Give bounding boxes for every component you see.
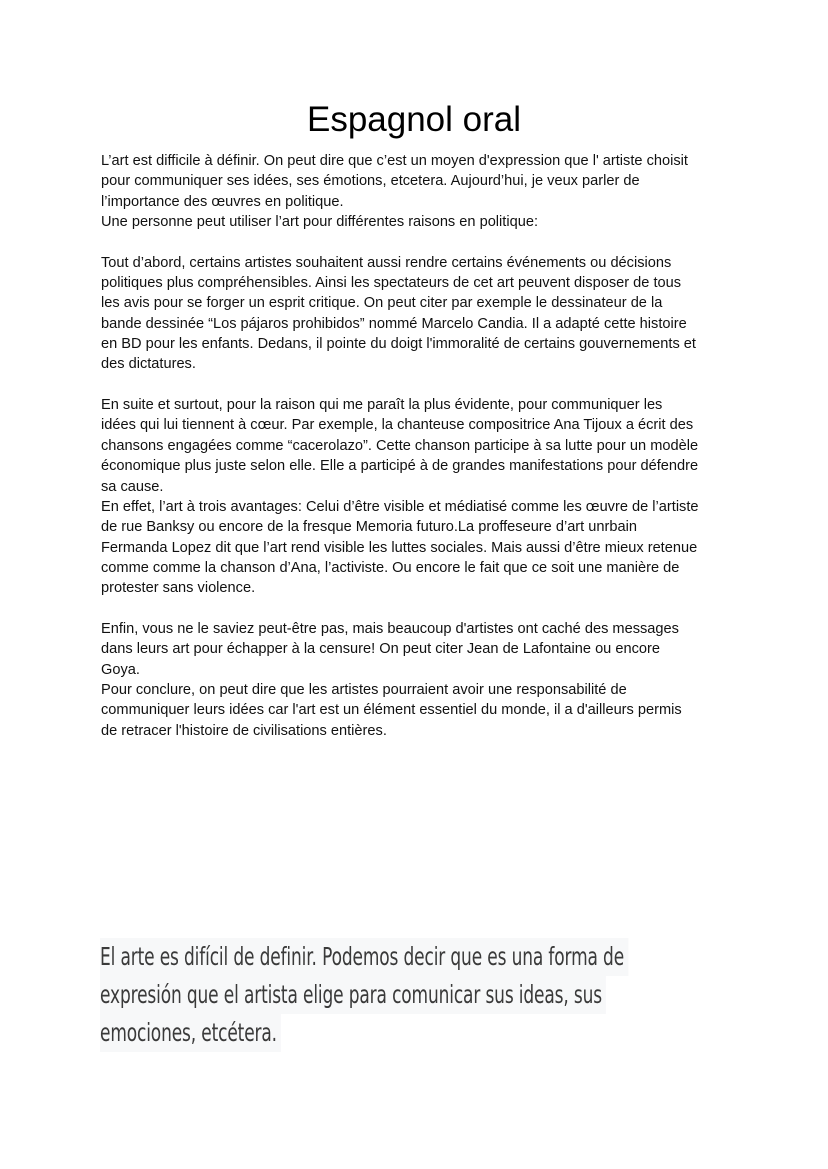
spanish-line (100, 938, 828, 976)
text-line: l’importance des œuvres en politique. (101, 193, 344, 210)
blank-line (101, 599, 741, 619)
text-line: En effet, l’art à trois avantages: Celui d’être visible et médiatisé comme les œuvre de l’artiste (101, 498, 699, 515)
text-line: Enfin, vous ne le saviez peut-être pas, mais beaucoup d'artistes ont caché des messages (101, 620, 679, 637)
text-line: Fermanda Lopez dit que l’art rend visible les luttes sociales. Mais aussi d’être mieux retenue (101, 539, 698, 556)
text-line: de rue Banksy ou encore de la fresque Memoria futuro.La proffeseure d’art unrbain (101, 519, 637, 536)
text-line: pour communiquer ses idées, ses émotions, etcetera. Aujourd’hui, je veux parler de (101, 173, 640, 190)
text-line: bande dessinée “Los pájaros prohibidos” nommé Marcelo Candia. Il a adapté cette histoire (101, 315, 687, 332)
spanish-line-text: emociones, etcétera. (100, 1014, 281, 1052)
text-line: Une personne peut utiliser l’art pour différentes raisons en politique: (101, 214, 538, 231)
text-line: En suite et surtout, pour la raison qui me paraît la plus évidente, pour communiquer les (101, 397, 663, 414)
text-line: idées qui lui tiennent à cœur. Par exemple, la chanteuse compositrice Ana Tijoux a écrit des (101, 417, 694, 434)
spanish-line (100, 976, 828, 1014)
blank-line (101, 232, 741, 252)
text-line: L’art est difficile à définir. On peut dire que c’est un moyen d'expression que l' artiste choisit (101, 153, 688, 169)
blank-line (101, 375, 741, 395)
text-line: chansons engagées comme “cacerolazo”. Cette chanson participe à sa lutte pour un modèle (101, 437, 699, 454)
text-line: Tout d’abord, certains artistes souhaitent aussi rendre certains événements ou décisions (101, 254, 672, 271)
text-line: comme comme la chanson d’Ana, l’activiste. Ou encore le fait que ce soit une manière de (101, 559, 680, 576)
text-line: en BD pour les enfants. Dedans, il pointe du doigt l'immoralité de certains gouvernements et (101, 336, 696, 353)
text-line: les avis pour se forger un esprit critique. On peut citer par exemple le dessinateur de la (101, 295, 663, 312)
spanish-line (100, 1014, 828, 1052)
french-text (101, 151, 741, 741)
text-line: protester sans violence. (101, 580, 256, 597)
text-line: Pour conclure, on peut dire que les artistes pourraient avoir une responsabilité de (101, 681, 627, 698)
text-line: politiques plus compréhensibles. Ainsi les spectateurs de cet art peuvent disposer de tous (101, 275, 682, 292)
text-line: dans leurs art pour échapper à la censure! On peut citer Jean de Lafontaine ou encore (101, 641, 660, 658)
text-line: communiquer leurs idées car l'art est un élément essentiel du monde, il a d'ailleurs permis (101, 702, 682, 719)
text-line: Goya. (101, 661, 140, 678)
text-line: sa cause. (101, 478, 164, 495)
text-line: des dictatures. (101, 356, 196, 373)
spanish-line-text: expresión que el artista elige para comunicar sus ideas, sus (100, 976, 606, 1014)
spanish-translation (100, 938, 828, 1052)
spanish-line-text: El arte es difícil de definir. Podemos decir que es una forma de (100, 938, 628, 976)
text-line: économique plus juste selon elle. Elle a participé à de grandes manifestations pour défendre (101, 458, 699, 475)
document-title: Espagnol oral (306, 100, 522, 139)
text-line: de retracer l'histoire de civilisations entières. (101, 722, 387, 739)
